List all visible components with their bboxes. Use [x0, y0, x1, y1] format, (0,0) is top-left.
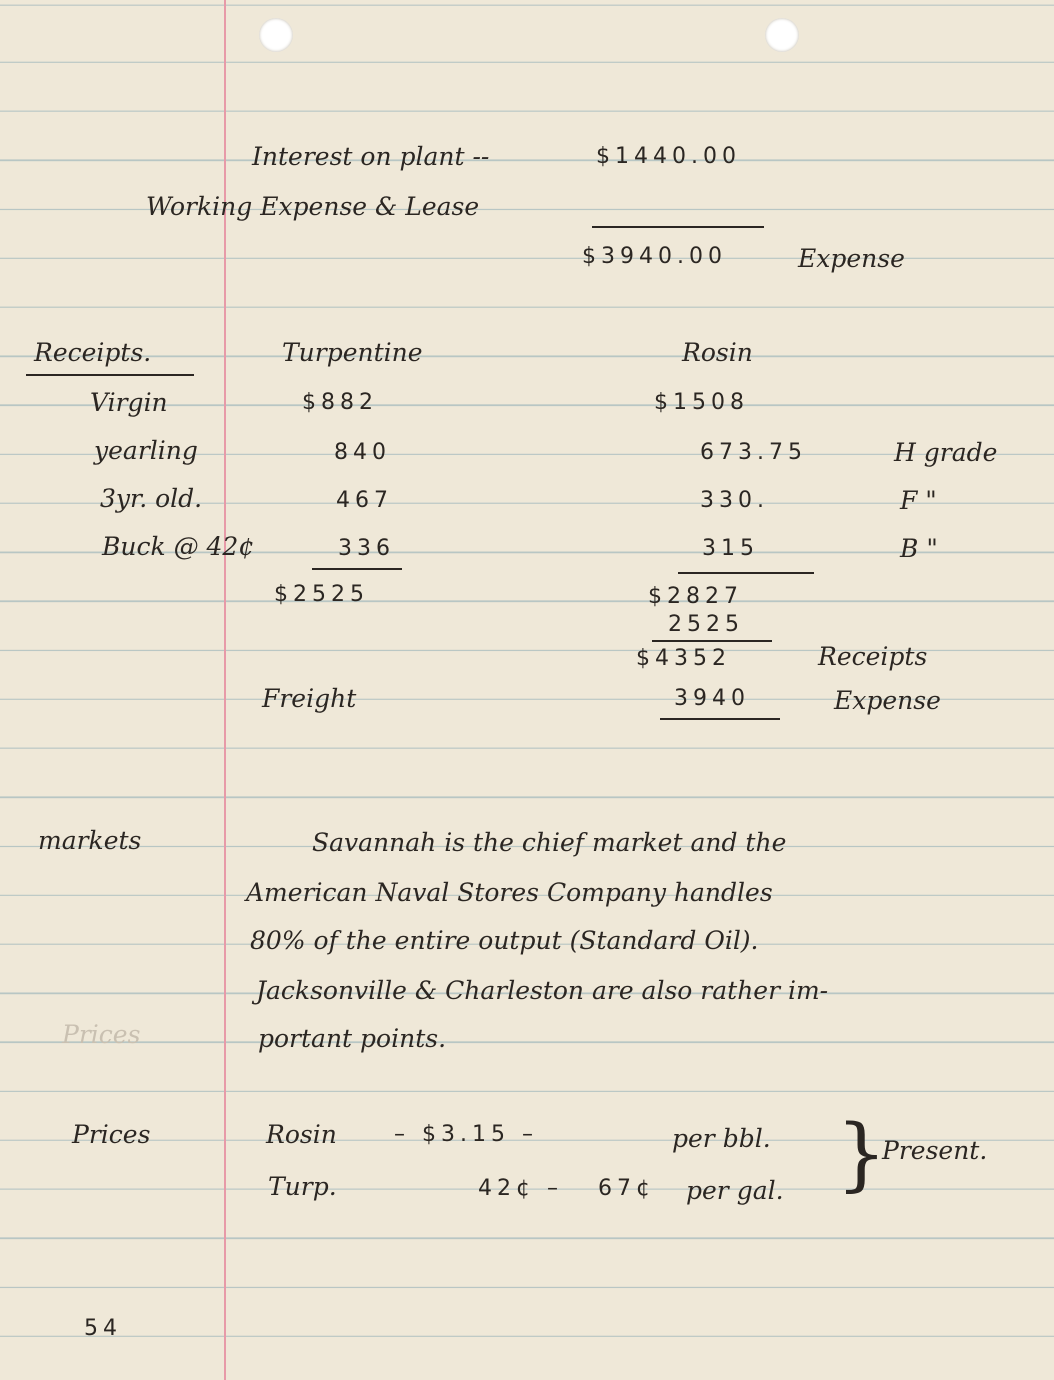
row-label-virgin: Virgin	[90, 388, 168, 417]
grand-total: $4352	[636, 646, 731, 671]
markets-line-1: Savannah is the chief market and the	[312, 828, 787, 857]
row-rosin-3yr: 330.	[700, 488, 769, 513]
markets-line-4: Jacksonville & Charleston are also rather im-	[256, 976, 829, 1005]
markets-label: markets	[38, 826, 142, 855]
row-turpentine-buck: 336	[338, 536, 395, 561]
interest-label: Interest on plant --	[252, 142, 490, 171]
grand-total-label: Receipts	[818, 642, 928, 671]
rosin-price-value: – $3.15 –	[394, 1122, 538, 1147]
rosin-price-unit: per bbl.	[672, 1124, 771, 1153]
interest-value: $1440.00	[596, 144, 741, 169]
present-note: Present.	[882, 1136, 988, 1165]
expense-value: 3940	[674, 686, 750, 711]
header-sum-rule	[592, 226, 764, 228]
row-turpentine-3yr: 467	[336, 488, 393, 513]
rosin-total: $2827	[648, 584, 743, 609]
row-rosin-buck: 315	[702, 536, 759, 561]
freight-label: Freight	[262, 684, 357, 713]
row-turpentine-yearling: 840	[334, 440, 391, 465]
grand-sum-rule	[652, 640, 772, 642]
rosin-price-label: Rosin	[266, 1120, 337, 1149]
punch-hole-left	[259, 18, 293, 52]
final-rule	[660, 718, 780, 720]
rosin-sum-rule	[678, 572, 814, 574]
markets-line-2: American Naval Stores Company handles	[246, 878, 773, 907]
receipts-underline	[26, 374, 194, 376]
receipts-title: Receipts.	[34, 338, 152, 367]
punch-hole-right	[765, 18, 799, 52]
working-expense-label: Working Expense & Lease	[146, 192, 480, 221]
row-rosin-virgin: $1508	[654, 390, 749, 415]
markets-line-3: 80% of the entire output (Standard Oil).	[250, 926, 759, 955]
row-label-3yr: 3yr. old.	[100, 484, 203, 513]
turpentine-header: Turpentine	[282, 338, 423, 367]
row-grade-buck: B "	[900, 534, 938, 563]
row-label-yearling: yearling	[94, 436, 198, 465]
total-expense-value: $3940.00	[582, 244, 727, 269]
page-number: 54	[84, 1316, 122, 1341]
rosin-header: Rosin	[682, 338, 753, 367]
expense-label: Expense	[834, 686, 941, 715]
prices-label: Prices	[72, 1120, 151, 1149]
turp-price-value: 42¢ –	[478, 1176, 563, 1201]
row-grade-3yr: F "	[900, 486, 937, 515]
faint-prices-label: Prices	[62, 1020, 141, 1049]
turp-price-value-2: 67¢	[598, 1176, 655, 1201]
row-grade-yearling: H grade	[894, 438, 998, 467]
row-label-buck: Buck @ 42¢	[102, 532, 255, 561]
total-expense-label: Expense	[798, 244, 905, 273]
row-turpentine-virgin: $882	[302, 390, 378, 415]
markets-line-5: portant points.	[258, 1024, 447, 1053]
turp-price-unit: per gal.	[686, 1176, 784, 1205]
add-turpentine-total: 2525	[668, 612, 744, 637]
turp-price-label: Turp.	[268, 1172, 337, 1201]
brace-icon: }	[836, 1107, 887, 1200]
turpentine-total: $2525	[274, 582, 369, 607]
turpentine-sum-rule	[312, 568, 402, 570]
row-rosin-yearling: 673.75	[700, 440, 807, 465]
